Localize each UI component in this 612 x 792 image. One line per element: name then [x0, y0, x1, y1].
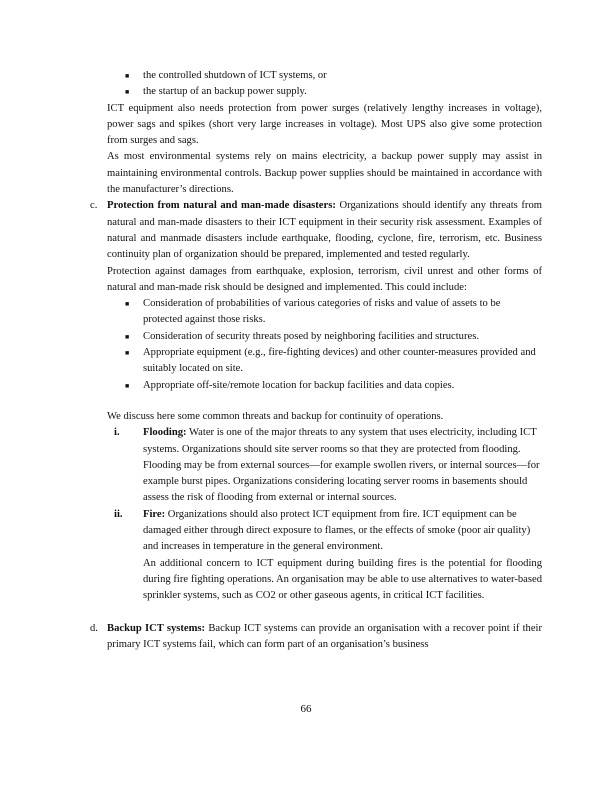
- square-bullet-icon: ■: [125, 72, 130, 80]
- threat-text: Water is one of the major threats to any system that uses electricity, including ICT systems. Organizations should site server rooms so that they are protected from flooding. Flooding may be from external sources—for example swollen rivers, or internal sources—for example burst pipes. Organizations considering locating server rooms in basements should assess the risk of flooding from external or internal sources.: [143, 427, 540, 504]
- threat-paragraph-2: An additional concern to ICT equipment during building fires is the potential for flooding during fire fighting operations. An organisation may be able to use alternatives to water-based sprinkler systems, such as CO2 or other gaseous agents, in critical ICT facilities.: [143, 557, 542, 602]
- section-c: [90, 198, 542, 296]
- section-c-paragraph: [107, 198, 542, 263]
- square-bullet-icon: ■: [125, 300, 130, 309]
- threat-heading: Flooding:: [143, 427, 187, 439]
- threats-list: [90, 425, 542, 604]
- square-bullet-icon: ■: [125, 381, 130, 390]
- list-item: [90, 296, 542, 329]
- list-item: [90, 329, 542, 345]
- section-c-marker: c.: [90, 200, 98, 212]
- bullet-text: the controlled shutdown of ICT systems, or: [143, 70, 327, 81]
- page-content: [90, 68, 542, 653]
- threat-heading: Fire:: [143, 508, 166, 520]
- environmental-paragraph: As most environmental systems rely on mains electricity, a backup power supply may assist in maintaining environmental controls. Backup power supplies should be maintained in accordance with the manufacturer’s directions.: [107, 151, 542, 196]
- bullet-text: Consideration of probabilities of various categories of risks and value of assets to be protected against those risks.: [143, 298, 501, 326]
- bullet-text: Consideration of security threats posed by neighboring facilities and structures.: [143, 330, 479, 342]
- section-d: [90, 621, 542, 654]
- threat-number: i.: [114, 427, 120, 439]
- disaster-bullet-list: [90, 296, 542, 394]
- bullet-text: Appropriate equipment (e.g., fire-fighting devices) and other counter-measures provided and suitably located on site.: [143, 347, 536, 375]
- section-d-text: Backup ICT systems can provide an organisation with a recover point if their primary ICT systems fail, which can form part of an organisation’s business: [107, 622, 543, 650]
- threats-intro: We discuss here some common threats and backup for continuity of operations.: [107, 410, 444, 422]
- section-c-heading: Protection from natural and man-made disasters:: [107, 200, 336, 212]
- threat-text: Organizations should also protect ICT equipment from fire. ICT equipment can be damaged either through direct exposure to flames, or the effects of smoke (poor air quality) and increases in temperature in the general environment.: [143, 508, 531, 553]
- page-number: 66: [300, 703, 312, 715]
- power-bullet-list: [90, 68, 542, 101]
- section-d-paragraph: [107, 621, 542, 654]
- square-bullet-icon: ■: [125, 332, 130, 341]
- square-bullet-icon: ■: [125, 349, 130, 358]
- threat-number: ii.: [114, 508, 123, 520]
- threat-paragraph: [143, 507, 542, 556]
- bullet-text: the startup of an backup power supply.: [143, 86, 307, 98]
- list-item: [90, 425, 542, 506]
- power-surges-paragraph: ICT equipment also needs protection from power surges (relatively lengthy increases in voltage), power sags and spikes (short very large increases in voltage). Most UPS also give some protection from surges and sags.: [107, 102, 542, 147]
- section-d-heading: Backup ICT systems:: [107, 622, 206, 634]
- list-item: [90, 378, 542, 394]
- list-item: [90, 68, 542, 84]
- bullet-text: Appropriate off-site/remote location for backup facilities and data copies.: [143, 379, 455, 391]
- square-bullet-icon: ■: [125, 88, 130, 97]
- section-c-text: Organizations should identify any threats from natural and man-made disasters to their ICT equipment in their security risk assessment. Examples of natural and manmade disasters include earthquake, flooding, cyclone, fire, terrorism, etc. Business continuity plan of organization should be prepared, implemented and tested regularly.: [107, 200, 542, 261]
- section-c-paragraph-2: Protection against damages from earthquake, explosion, terrorism, civil unrest and other forms of natural and man-made risk should be designed and implemented. This could include:: [107, 265, 542, 293]
- threat-paragraph: [143, 425, 542, 506]
- list-item: [90, 84, 542, 100]
- section-d-marker: d.: [90, 622, 98, 634]
- list-item: [90, 507, 542, 605]
- list-item: [90, 345, 542, 378]
